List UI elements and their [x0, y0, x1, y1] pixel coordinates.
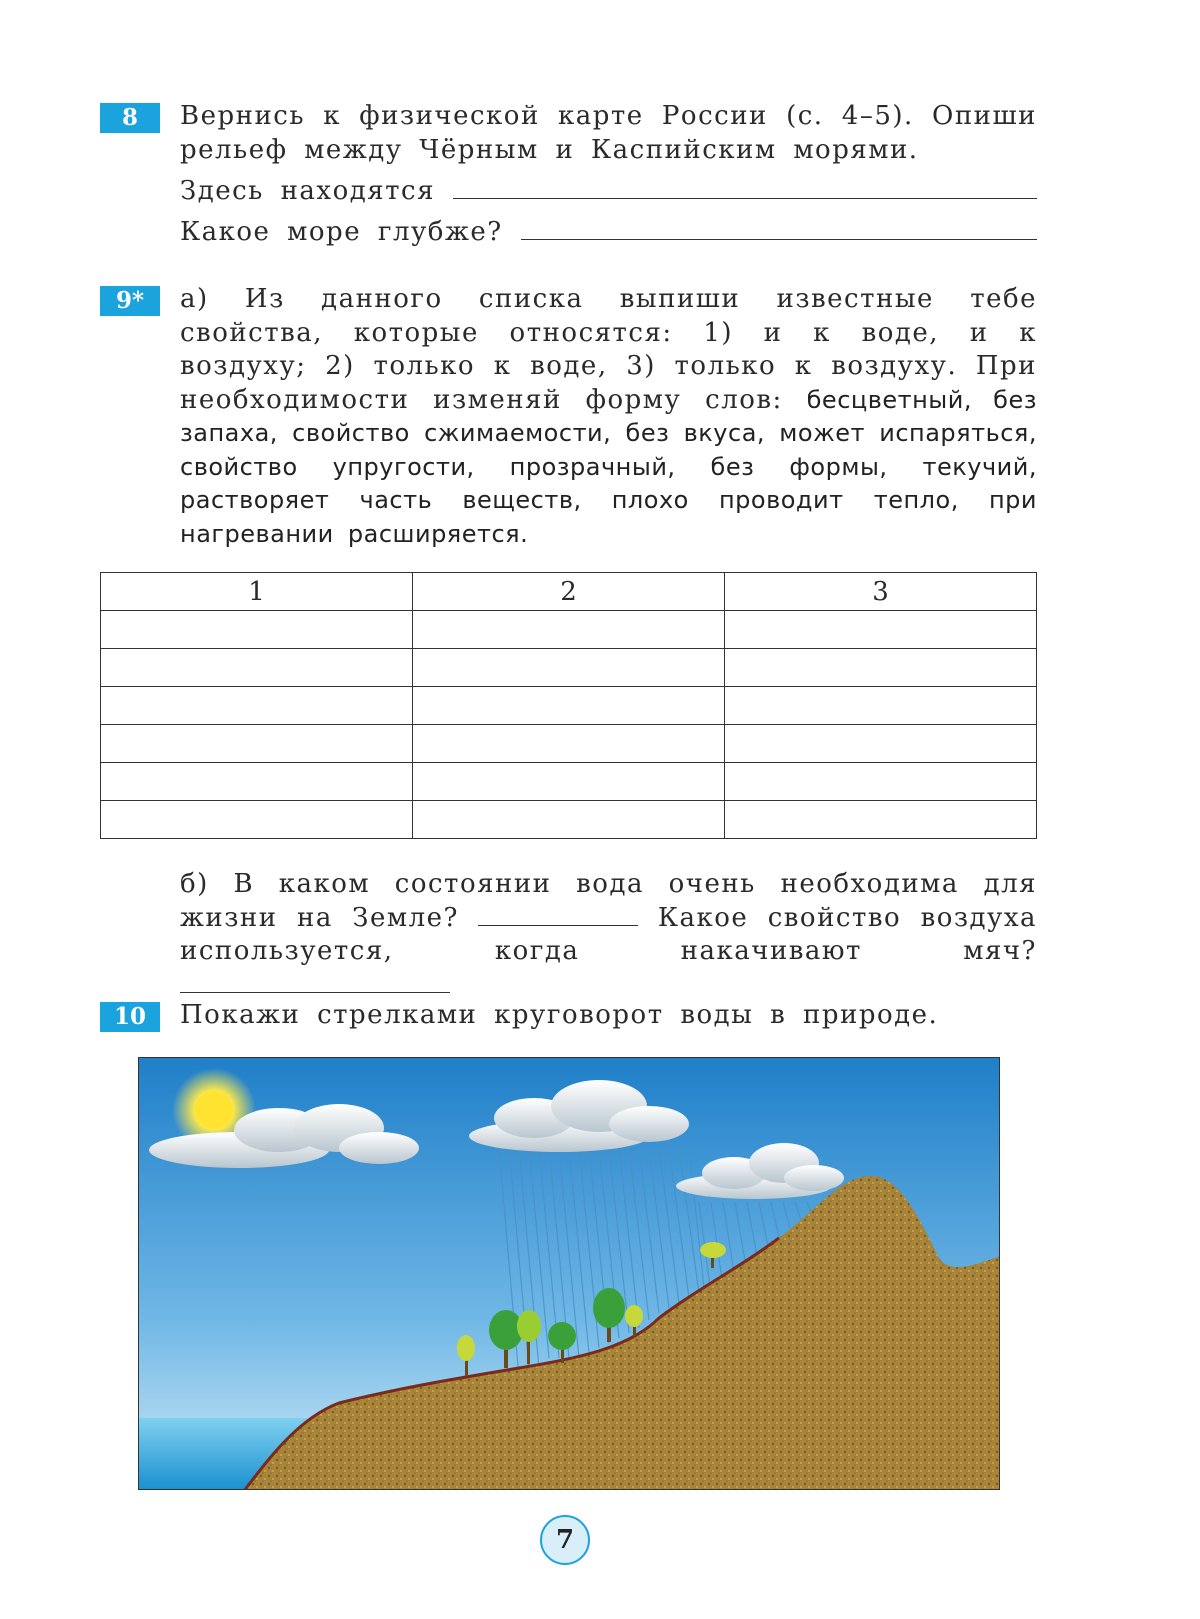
task-9-question-2: Какое свойство воздуха используется, когда накачивают мяч? [180, 902, 1038, 966]
task-10-number: 10 [100, 1002, 160, 1032]
page-number: 7 [540, 1515, 590, 1565]
table-cell[interactable] [413, 801, 725, 839]
table-cell[interactable] [101, 649, 413, 687]
task-8-number: 8 [100, 103, 160, 133]
table-row [101, 801, 1037, 839]
table-cell[interactable] [413, 611, 725, 649]
properties-list: бесцветный, без запаха, свойство сжимаемости, без вкуса, может испаряться, свойство упругости, прозрачный, без формы, текучий, растворяет часть веществ, плохо проводит тепло, при нагревании расширяется. [180, 385, 1037, 548]
table-cell[interactable] [413, 687, 725, 725]
table-cell[interactable] [101, 801, 413, 839]
task-8-line2-label: Какое море глубже? [180, 217, 503, 247]
table-cell[interactable] [725, 687, 1037, 725]
table-cell[interactable] [725, 725, 1037, 763]
table-row [101, 649, 1037, 687]
task-9-number: 9* [100, 286, 160, 316]
table-header-1: 1 [101, 573, 413, 611]
task-9-intro: а) Из данного списка выпиши известные тебе свойства, которые относятся: 1) и к воде, и к воздуху; 2) только к воде, 3) только к воздуху. При необходимости изменяй форму слов: [180, 284, 1037, 415]
task-8-answer-row-2 [180, 213, 1037, 247]
table-cell[interactable] [101, 687, 413, 725]
table-cell[interactable] [725, 801, 1037, 839]
water-cycle-illustration[interactable] [138, 1057, 1000, 1490]
properties-table [100, 572, 1037, 839]
task-8-text: Вернись к физической карте России (с. 4–5). Опиши рельеф между Чёрным и Каспийским морями. [180, 101, 1037, 165]
table-cell[interactable] [413, 763, 725, 801]
table-row [101, 611, 1037, 649]
table-cell[interactable] [101, 763, 413, 801]
table-cell[interactable] [101, 725, 413, 763]
table-header-3: 3 [725, 573, 1037, 611]
water-cycle-scene [139, 1058, 1000, 1490]
task-8-answer-row-1 [180, 172, 1037, 206]
answer-line[interactable] [180, 970, 450, 993]
answer-line[interactable] [521, 239, 1037, 240]
table-cell[interactable] [413, 725, 725, 763]
table-header-row [101, 573, 1037, 611]
answer-line[interactable] [453, 198, 1037, 199]
table-cell[interactable] [725, 649, 1037, 687]
table-row [101, 763, 1037, 801]
task-8-line1-label: Здесь находятся [180, 176, 435, 206]
table-cell[interactable] [101, 611, 413, 649]
task-9-question-1: б) В каком состоянии вода очень необходима для жизни на Земле? [180, 869, 1037, 933]
task-10-text: Покажи стрелками круговорот воды в природе. [180, 1000, 939, 1030]
table-row [101, 725, 1037, 763]
task-9-part-a [180, 283, 1037, 551]
table-row [101, 687, 1037, 725]
task-9-part-b [180, 868, 1037, 1002]
answer-line[interactable] [478, 903, 638, 926]
table-cell[interactable] [725, 763, 1037, 801]
table-cell[interactable] [413, 649, 725, 687]
table-header-2: 2 [413, 573, 725, 611]
table-cell[interactable] [725, 611, 1037, 649]
